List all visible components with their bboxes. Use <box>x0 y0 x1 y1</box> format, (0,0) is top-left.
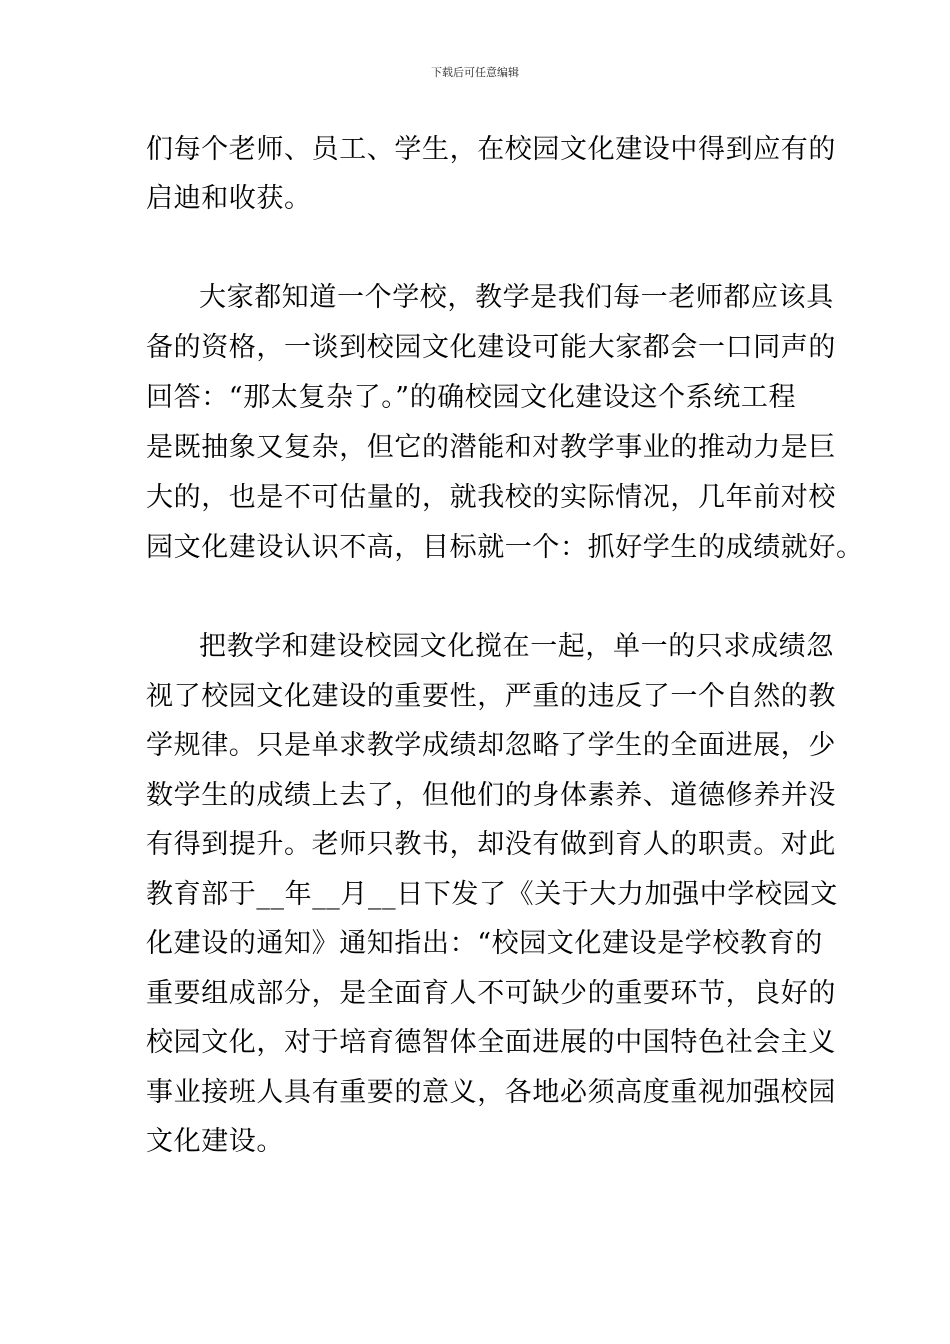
paragraph-1-line-2: 启迪和收获。 <box>146 183 312 214</box>
page-header: 下载后可任意编辑 <box>431 66 519 79</box>
paragraph-2-line-6: 园文化建设认识不高，目标就一个：抓好学生的成绩就好。 <box>146 532 864 563</box>
paragraph-3-line-1: 把教学和建设校园文化搅在一起，单一的只求成绩忽 <box>199 631 834 662</box>
paragraph-3-line-3: 学规律。只是单求教学成绩却忽略了学生的全面进展，少 <box>146 730 836 761</box>
paragraph-2-line-4: 是既抽象又复杂，但它的潜能和对教学事业的推动力是巨 <box>146 432 836 463</box>
paragraph-2-line-2: 备的资格，一谈到校园文化建设可能大家都会一口同声的 <box>146 332 836 363</box>
paragraph-2-line-1: 大家都知道一个学校，教学是我们每一老师都应该具 <box>199 282 834 313</box>
paragraph-2-line-5: 大的，也是不可估量的，就我校的实际情况，几年前对校 <box>146 482 836 513</box>
paragraph-3-line-4: 数学生的成绩上去了，但他们的身体素养、道德修养并没 <box>146 780 836 811</box>
paragraph-3-line-8: 重要组成部分，是全面育人不可缺少的重要环节，良好的 <box>146 978 836 1009</box>
paragraph-3-line-9: 校园文化，对于培育德智体全面进展的中国特色社会主义 <box>146 1027 836 1058</box>
paragraph-3-line-5: 有得到提升。老师只教书，却没有做到育人的职责。对此 <box>146 829 836 860</box>
paragraph-3-line-11: 文化建设。 <box>146 1126 284 1157</box>
paragraph-3-line-2: 视了校园文化建设的重要性，严重的违反了一个自然的教 <box>146 681 836 712</box>
paragraph-3-line-10: 事业接班人具有重要的意义，各地必须高度重视加强校园 <box>146 1077 836 1108</box>
paragraph-3-line-7: 化建设的通知》通知指出：“校园文化建设是学校教育的 <box>146 928 823 959</box>
paragraph-1-line-1: 们每个老师、员工、学生，在校园文化建设中得到应有的 <box>146 134 836 165</box>
paragraph-2-line-3: 回答：“那太复杂了。”的确校园文化建设这个系统工程 <box>146 382 797 413</box>
paragraph-3-line-6: 教育部于__年__月__日下发了《关于大力加强中学校园文 <box>146 879 838 910</box>
